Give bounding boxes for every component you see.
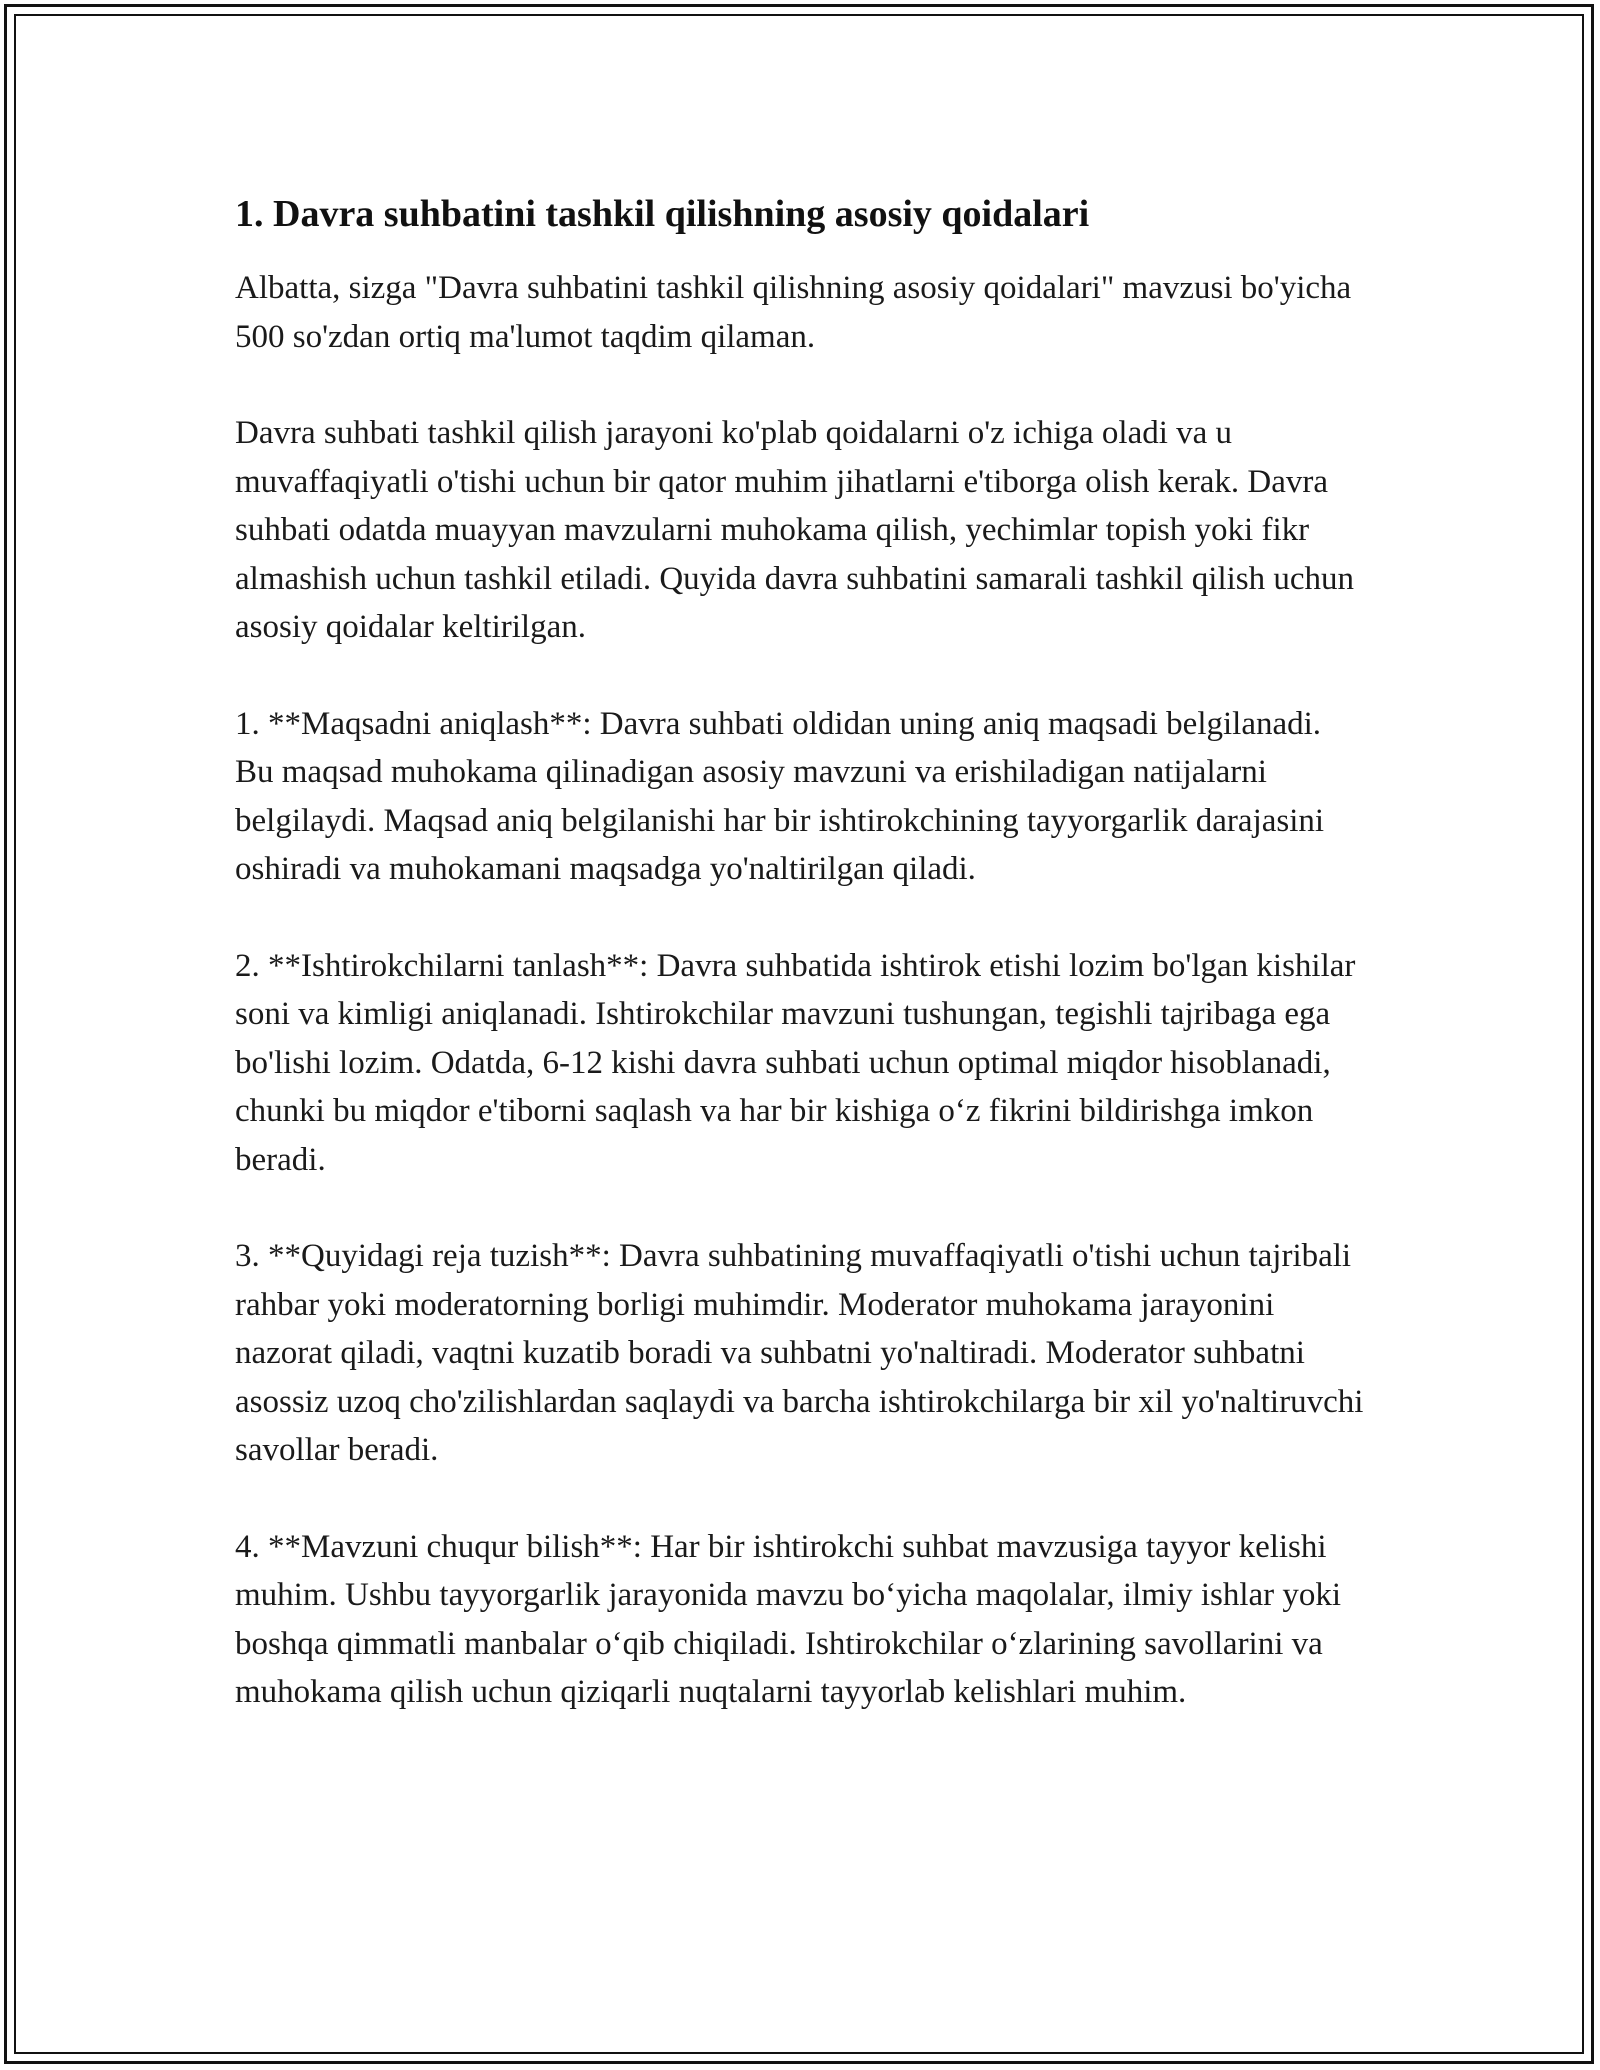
rule-2-paragraph: 2. **Ishtirokchilarni tanlash**: Davra suhbatida ishtirok etishi lozim bo'lgan kishilar soni va kimligi aniqlanadi. Ishtirokchilar mavzuni tushungan, tegishli tajribaga ega bo'lishi lozim. Odatda, 6-12 kishi davra suhbati uchun optimal miqdor hisoblanadi, chunki bu miqdor e'tiborni saqlash va har bir kishiga o‘z fikrini bildirishga imkon beradi. <box>235 947 1356 1178</box>
document-title: 1. Davra suhbatini tashkil qilishning asosiy qoidalari <box>235 193 1090 235</box>
document-body <box>235 188 1365 1765</box>
rule-1-paragraph: 1. **Maqsadni aniqlash**: Davra suhbati oldidan uning aniq maqsadi belgilanadi. Bu maqsad muhokama qilinadigan asosiy mavzuni va erishiladigan natijalarni belgilaydi. Maqsad aniq belgilanishi har bir ishtirokchining tayyorgarlik darajasini oshiradi va muhokamani maqsadga yo'naltirilgan qiladi. <box>235 705 1325 887</box>
overview-paragraph: Davra suhbati tashkil qilish jarayoni ko'plab qoidalarni o'z ichiga oladi va u muvaffaqiyatli o'tishi uchun bir qator muhim jihatlarni e'tiborga olish kerak. Davra suhbati odatda muayyan mavzularni muhokama qilish, yechimlar topish yoki fikr almashish uchun tashkil etiladi. Quyida davra suhbatini samarali tashkil qilish uchun asosiy qoidalar keltirilgan. <box>235 415 1355 645</box>
intro-paragraph: Albatta, sizga "Davra suhbatini tashkil qilishning asosiy qoidalari" mavzusi bo'yicha 500 so'zdan ortiq ma'lumot taqdim qilaman. <box>235 270 1352 355</box>
rule-4-paragraph: 4. **Mavzuni chuqur bilish**: Har bir ishtirokchi suhbat mavzusiga tayyor kelishi muhim. Ushbu tayyorgarlik jarayonida mavzu bo‘yicha maqolalar, ilmiy ishlar yoki boshqa qimmatli manbalar o‘qib chiqiladi. Ishtirokchilar o‘zlarining savollarini va muhokama qilish uchun qiziqarli nuqtalarni tayyorlab kelishlari muhim. <box>235 1528 1342 1710</box>
rule-3-paragraph: 3. **Quyidagi reja tuzish**: Davra suhbatining muvaffaqiyatli o'tishi uchun tajribali rahbar yoki moderatorning borligi muhimdir. Moderator muhokama jarayonini nazorat qiladi, vaqtni kuzatib boradi va suhbatni yo'naltiradi. Moderator suhbatni asossiz uzoq cho'zilishlardan saqlaydi va barcha ishtirokchilarga bir xil yo'naltiruvchi savollar beradi. <box>235 1238 1364 1468</box>
